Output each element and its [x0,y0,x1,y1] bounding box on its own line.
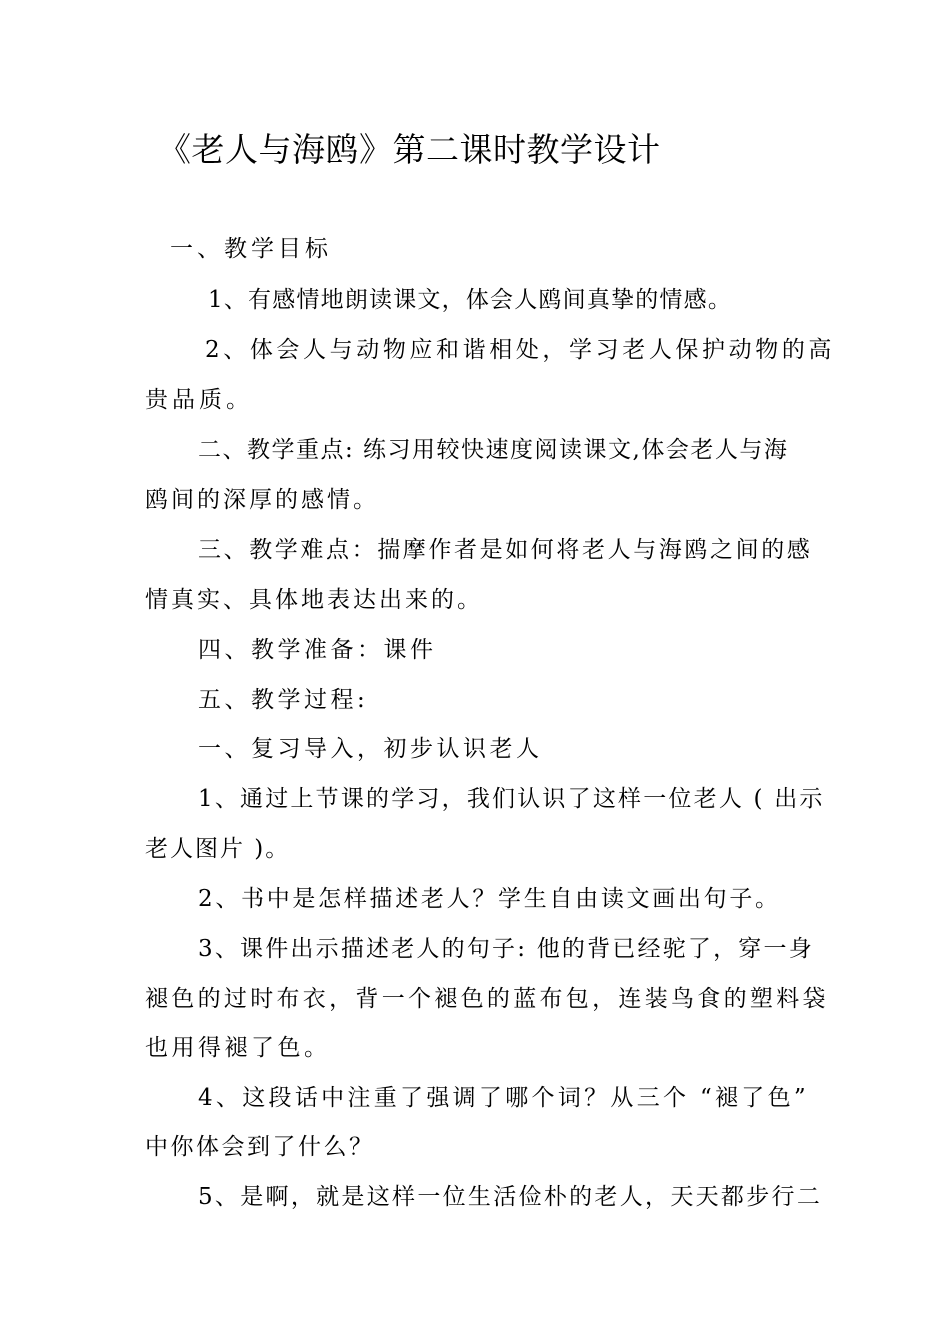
process-paragraph-2: 2、书中是怎样描述老人？学生自由读文画出句子。 [198,886,781,912]
process-paragraph-5: 5、是啊，就是这样一位生活俭朴的老人，天天都步行二 [198,1184,823,1210]
process-paragraph-3: 3、课件出示描述老人的句子: 他的背已经驼了，穿一身 [198,936,814,962]
process-paragraph-1-continued: 老人图片 )。 [145,836,291,862]
process-paragraph-4: 4、这段话中注重了强调了哪个词？从三个 “褪了色” [198,1085,809,1111]
objective-item-2: 2、体会人与动物应和谐相处，学习老人保护动物的高 [205,337,836,363]
section-difficulties-continued: 情真实、具体地表达出来的。 [145,587,483,613]
objective-item-2-continued: 贵品质。 [145,387,253,413]
objective-item-1: 1、有感情地朗读课文，体会人鸥间真挚的情感。 [208,287,733,313]
process-paragraph-3-continued: 褪色的过时布衣，背一个褪色的蓝布包，连装鸟食的塑料袋 [145,986,829,1012]
section-difficulties: 三、教学难点：揣摩作者是如何将老人与海鸥之间的感 [198,537,813,563]
section-key-points: 二、教学重点: 练习用较快速度阅读课文,体会老人与海 [198,437,789,463]
process-paragraph-3-end: 也用得褪了色。 [145,1035,331,1061]
process-paragraph-1: 1、通过上节课的学习，我们认识了这样一位老人 ( 出示 [198,786,825,812]
section-process: 五、教学过程: [198,687,369,713]
section-preparation: 四、教学准备：课件 [198,637,437,663]
process-step-heading-1: 一、复习导入，初步认识老人 [198,736,543,762]
section-key-points-continued: 鸥间的深厚的感情。 [145,487,379,513]
section-heading-objectives: 一、教学目标 [170,236,332,262]
process-paragraph-4-continued: 中你体会到了什么？ [145,1134,375,1160]
document-title: 《老人与海鸥》第二课时教学设计 [158,130,661,169]
